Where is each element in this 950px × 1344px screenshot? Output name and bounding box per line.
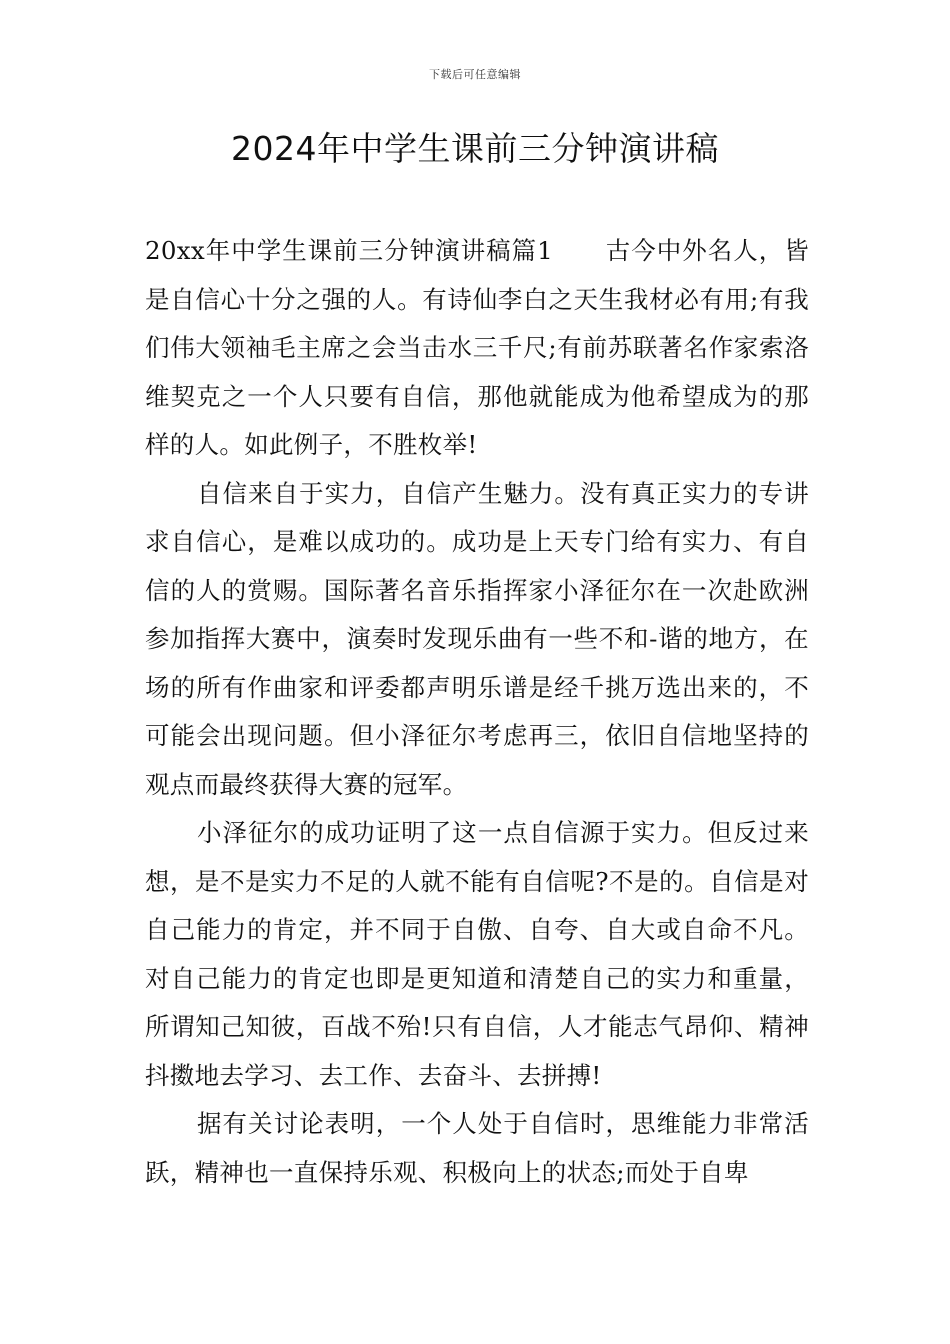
header-note: 下载后可任意编辑 — [429, 68, 521, 81]
paragraph-2: 自信来自于实力，自信产生魅力。没有真正实力的专讲求自信心，是难以成功的。成功是上天专门给有实力、有自信的人的赏赐。国际著名音乐指挥家小泽征尔在一次赴欧洲参加指挥大赛中，演奏时发现乐曲有一些不和-谐的地方，在场的所有作曲家和评委都声明乐谱是经千挑万选出来的，不可能会出现问题。但小泽征尔考虑再三，依旧自信地坚持的观点而最终获得大赛的冠军。 — [145, 478, 809, 799]
paragraph-1 — [145, 227, 809, 470]
paragraph-text: 古今中外名人，皆是自信心十分之强的人。有诗仙李白之天生我材必有用;有我们伟大领袖毛主席之会当击水三千尺;有前苏联著名作家索洛维契克之一个人只要有自信，那他就能成为他希望成为的那样的人。如此例子，不胜枚举! — [145, 236, 809, 459]
document-title: 2024年中学生课前三分钟演讲稿 — [231, 129, 719, 168]
paragraph-3: 小泽征尔的成功证明了这一点自信源于实力。但反过来想，是不是实力不足的人就不能有自信呢?不是的。自信是对自己能力的肯定，并不同于自傲、自夸、自大或自命不凡。对自己能力的肯定也即是更知道和清楚自己的实力和重量，所谓知己知彼，百战不殆!只有自信，人才能志气昂仰、精神抖擞地去学习、去工作、去奋斗、去拼搏! — [145, 818, 809, 1090]
section-heading: 20xx年中学生课前三分钟演讲稿篇1 — [145, 236, 554, 265]
document-body — [145, 227, 809, 1197]
paragraph-4: 据有关讨论表明，一个人处于自信时，思维能力非常活跃，精神也一直保持乐观、积极向上的状态;而处于自卑 — [145, 1109, 809, 1187]
